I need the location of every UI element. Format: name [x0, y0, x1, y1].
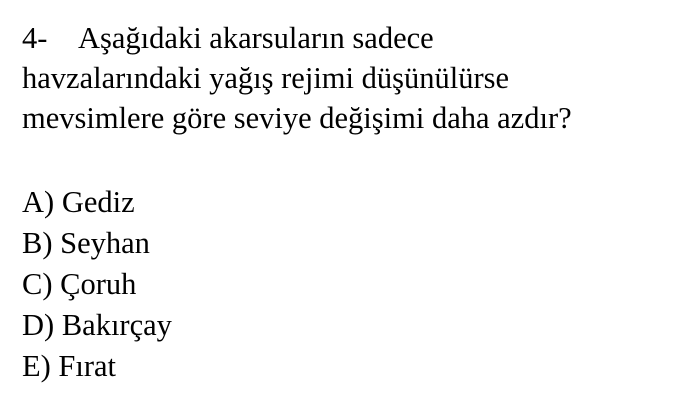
- option-c-letter: C): [22, 267, 53, 301]
- option-b-text: Seyhan: [60, 226, 150, 260]
- option-a-text: Gediz: [61, 185, 135, 219]
- option-c-text: Çoruh: [60, 267, 137, 301]
- answer-options: [22, 182, 172, 387]
- question-number: 4-: [22, 21, 48, 55]
- option-e[interactable]: [22, 346, 172, 387]
- question-text-line-2: havzalarındaki yağış rejimi düşünülürse: [22, 61, 510, 95]
- option-d-text: Bakırçay: [61, 308, 172, 342]
- option-b-letter: B): [22, 226, 53, 260]
- option-c[interactable]: [22, 264, 172, 305]
- option-a[interactable]: [22, 182, 172, 223]
- option-d-letter: D): [22, 308, 55, 342]
- option-e-letter: E): [22, 349, 51, 383]
- question-text-line-1: Aşağıdaki akarsuların sadece: [78, 21, 434, 55]
- question-line-1: [22, 18, 693, 58]
- question-text-line-3: mevsimlere göre seviye değişimi daha azdır?: [22, 101, 572, 135]
- option-e-text: Fırat: [58, 349, 117, 383]
- option-b[interactable]: [22, 223, 172, 264]
- option-a-letter: A): [22, 185, 55, 219]
- question-block: [22, 18, 693, 138]
- option-d[interactable]: [22, 305, 172, 346]
